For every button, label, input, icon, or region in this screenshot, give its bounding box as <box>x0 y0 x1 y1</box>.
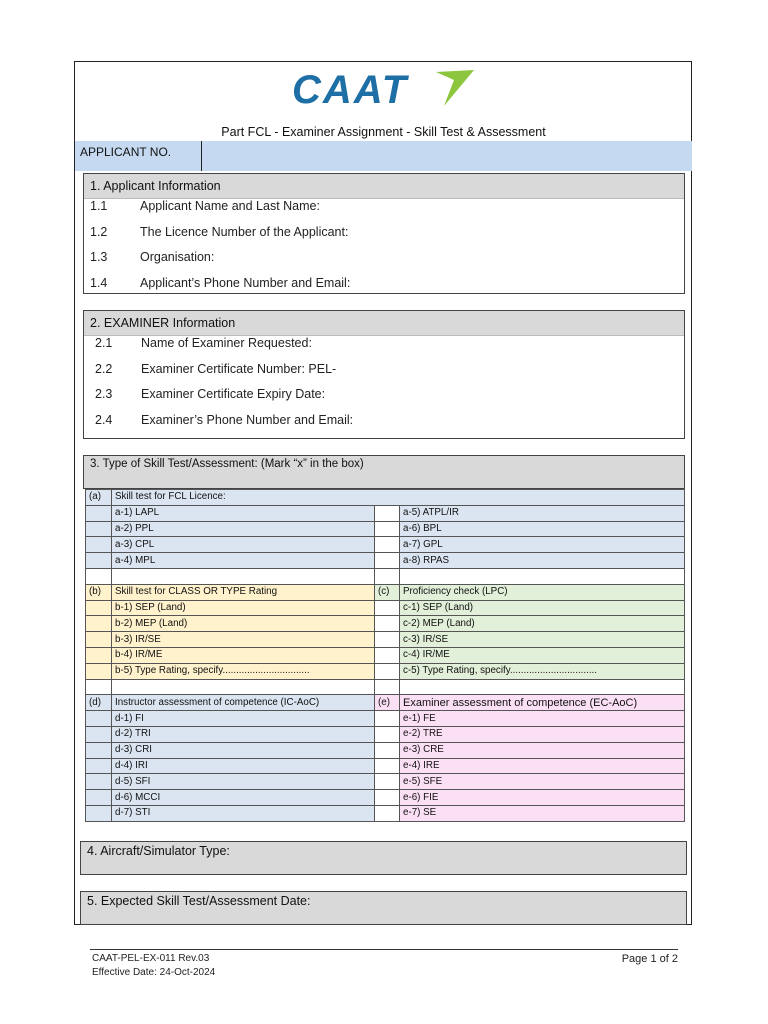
option-label: b-4) IR/ME <box>112 647 375 663</box>
section-heading: 4. Aircraft/Simulator Type: <box>87 844 230 858</box>
applicant-no-row <box>75 141 692 171</box>
item-number: 2.3 <box>95 387 113 401</box>
option-label: c-2) MEP (Land) <box>400 616 685 632</box>
item-label: Applicant’s Phone Number and Email: <box>140 276 351 290</box>
checkbox-b4[interactable] <box>86 647 112 663</box>
checkbox-d1[interactable] <box>86 711 112 727</box>
form-title: Part FCL - Examiner Assignment - Skill Test & Assessment <box>221 125 546 139</box>
checkbox-c5[interactable] <box>375 663 400 679</box>
checkbox-b3[interactable] <box>86 632 112 648</box>
checkbox-e3[interactable] <box>375 742 400 758</box>
checkbox-a5[interactable] <box>375 505 400 521</box>
checkbox-c2[interactable] <box>375 616 400 632</box>
aircraft-type-section[interactable] <box>80 841 687 875</box>
item-label: The Licence Number of the Applicant: <box>140 225 349 239</box>
option-label: c-4) IR/ME <box>400 647 685 663</box>
checkbox-d7[interactable] <box>86 805 112 821</box>
group-tag: (c) <box>375 584 400 600</box>
option-label: d-6) MCCI <box>112 790 375 806</box>
group-tag: (a) <box>86 490 112 506</box>
expected-date-section[interactable] <box>80 891 687 925</box>
item-number: 1.1 <box>90 199 108 213</box>
option-label: c-3) IR/SE <box>400 632 685 648</box>
option-label: a-8) RPAS <box>400 553 685 569</box>
option-label: e-2) TRE <box>400 726 685 742</box>
skill-test-table <box>85 489 685 822</box>
option-label: e-5) SFE <box>400 774 685 790</box>
item-label: Examiner Certificate Number: PEL- <box>141 362 337 376</box>
group-title: Instructor assessment of competence (IC-AoC) <box>112 695 375 711</box>
group-title: Skill test for FCL Licence: <box>112 490 685 506</box>
checkbox-e2[interactable] <box>375 726 400 742</box>
option-label: c-1) SEP (Land) <box>400 600 685 616</box>
checkbox-d5[interactable] <box>86 774 112 790</box>
item-label: Name of Examiner Requested: <box>141 336 312 350</box>
section-heading: 5. Expected Skill Test/Assessment Date: <box>87 894 311 908</box>
skill-test-type-heading-box <box>83 455 685 489</box>
item-number: 2.4 <box>95 413 113 427</box>
option-label: a-2) PPL <box>112 521 375 537</box>
item-number: 2.1 <box>95 336 113 350</box>
group-title: Proficiency check (LPC) <box>400 584 685 600</box>
logo-swoosh-icon <box>430 68 476 108</box>
applicant-no-field[interactable] <box>202 141 692 171</box>
option-label: d-7) STI <box>112 805 375 821</box>
applicant-no-label: APPLICANT NO. <box>75 141 202 171</box>
checkbox-b2[interactable] <box>86 616 112 632</box>
checkbox-b5[interactable] <box>86 663 112 679</box>
option-label: e-7) SE <box>400 805 685 821</box>
group-title: Skill test for CLASS OR TYPE Rating <box>112 584 375 600</box>
checkbox-c3[interactable] <box>375 632 400 648</box>
checkbox-a2[interactable] <box>86 521 112 537</box>
option-label: d-5) SFI <box>112 774 375 790</box>
option-label: b-1) SEP (Land) <box>112 600 375 616</box>
option-label: e-4) IRE <box>400 758 685 774</box>
checkbox-c1[interactable] <box>375 600 400 616</box>
checkbox-a6[interactable] <box>375 521 400 537</box>
item-number: 2.2 <box>95 362 113 376</box>
option-label: e-3) CRE <box>400 742 685 758</box>
effective-date: Effective Date: 24-Oct-2024 <box>92 967 216 978</box>
checkbox-d2[interactable] <box>86 726 112 742</box>
checkbox-d3[interactable] <box>86 742 112 758</box>
group-tag: (d) <box>86 695 112 711</box>
option-label: d-4) IRI <box>112 758 375 774</box>
item-label: Organisation: <box>140 250 215 264</box>
section-heading: 1. Applicant Information <box>84 174 684 199</box>
page-number: Page 1 of 2 <box>621 953 678 965</box>
checkbox-b1[interactable] <box>86 600 112 616</box>
option-label: b-5) Type Rating, specify................................ <box>112 663 375 679</box>
checkbox-e7[interactable] <box>375 805 400 821</box>
checkbox-a3[interactable] <box>86 537 112 553</box>
section-heading: 3. Type of Skill Test/Assessment: (Mark “x” in the box) <box>90 458 364 470</box>
checkbox-c4[interactable] <box>375 647 400 663</box>
item-label: Applicant Name and Last Name: <box>140 199 320 213</box>
option-label: a-6) BPL <box>400 521 685 537</box>
option-label: b-3) IR/SE <box>112 632 375 648</box>
group-title: Examiner assessment of competence (EC-AoC) <box>400 695 685 711</box>
footer-divider <box>90 949 678 950</box>
caat-logo <box>292 66 476 114</box>
checkbox-a7[interactable] <box>375 537 400 553</box>
section-heading: 2. EXAMINER Information <box>84 311 684 336</box>
group-tag: (b) <box>86 584 112 600</box>
item-number: 1.3 <box>90 250 108 264</box>
checkbox-d4[interactable] <box>86 758 112 774</box>
option-label: a-4) MPL <box>112 553 375 569</box>
checkbox-a8[interactable] <box>375 553 400 569</box>
checkbox-a4[interactable] <box>86 553 112 569</box>
item-number: 1.4 <box>90 276 108 290</box>
option-label: d-2) TRI <box>112 726 375 742</box>
checkbox-e5[interactable] <box>375 774 400 790</box>
option-label: a-7) GPL <box>400 537 685 553</box>
option-label: a-1) LAPL <box>112 505 375 521</box>
checkbox-e6[interactable] <box>375 790 400 806</box>
option-label: e-1) FE <box>400 711 685 727</box>
item-number: 1.2 <box>90 225 108 239</box>
group-tag: (e) <box>375 695 400 711</box>
checkbox-a1[interactable] <box>86 505 112 521</box>
item-label: Examiner Certificate Expiry Date: <box>141 387 326 401</box>
option-label: a-5) ATPL/IR <box>400 505 685 521</box>
checkbox-e1[interactable] <box>375 711 400 727</box>
option-label: d-1) FI <box>112 711 375 727</box>
option-label: c-5) Type Rating, specify................................ <box>400 663 685 679</box>
item-label: Examiner’s Phone Number and Email: <box>141 413 354 427</box>
doc-code: CAAT-PEL-EX-011 Rev.03 <box>92 953 210 964</box>
option-label: a-3) CPL <box>112 537 375 553</box>
option-label: b-2) MEP (Land) <box>112 616 375 632</box>
option-label: e-6) FIE <box>400 790 685 806</box>
checkbox-e4[interactable] <box>375 758 400 774</box>
option-label: d-3) CRI <box>112 742 375 758</box>
checkbox-d6[interactable] <box>86 790 112 806</box>
logo-text: CAAT <box>292 68 409 112</box>
